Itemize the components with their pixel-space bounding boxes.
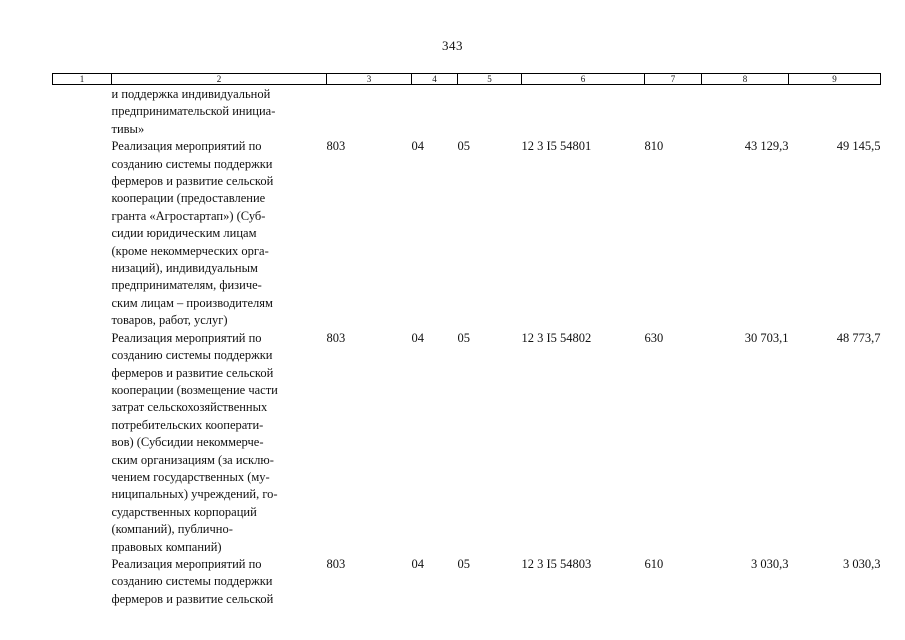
subsection-code-cell: 05 xyxy=(457,556,470,571)
row-number-cell xyxy=(53,138,112,329)
ministry-code-cell: 803 xyxy=(326,330,346,345)
amount-cell xyxy=(702,85,789,139)
column-number-5: 5 xyxy=(458,74,522,85)
column-number-header-row xyxy=(53,74,881,85)
subsection-code-cell: 05 xyxy=(457,139,470,154)
row-number-cell xyxy=(53,85,112,139)
subsection-code-cell xyxy=(458,85,522,139)
ministry-code-cell: 803 xyxy=(326,139,346,154)
target-article-cell: 12 3 I5 54801 xyxy=(521,139,592,154)
amount-cell: 43 129,3 xyxy=(744,139,789,154)
expense-type-cell: 610 xyxy=(644,556,664,571)
target-article-cell xyxy=(522,85,645,139)
section-code-cell: 04 xyxy=(411,330,424,345)
row-number-cell xyxy=(53,330,112,556)
ministry-code-cell xyxy=(327,85,412,139)
ministry-code-cell: 803 xyxy=(326,556,346,571)
column-number-1: 1 xyxy=(53,74,112,85)
table-row xyxy=(53,138,881,329)
expense-name-cell: Реализация мероприятий по созданию системы поддержки фермеров и развитие сельской xyxy=(111,556,274,606)
column-number-9: 9 xyxy=(789,74,881,85)
amount-cell: 49 145,5 xyxy=(836,139,881,154)
expense-name-cell: Реализация мероприятий по созданию системы поддержки фермеров и развитие сельской кооперации (предоставление гранта «Агростартап») (Суб- сидии юридическим лицам (кроме некоммерческих орга- низаций), индивидуальным предпринимателям, физиче- ским лицам – производителям товаров, работ, услуг) xyxy=(111,139,274,328)
budget-table xyxy=(52,73,881,608)
column-number-3: 3 xyxy=(327,74,412,85)
column-number-4: 4 xyxy=(412,74,458,85)
target-article-cell: 12 3 I5 54802 xyxy=(521,330,592,345)
amount-cell: 3 030,3 xyxy=(751,556,789,571)
row-number-cell xyxy=(53,556,112,608)
amount-cell xyxy=(789,85,881,139)
amount-cell: 3 030,3 xyxy=(843,556,881,571)
target-article-cell: 12 3 I5 54803 xyxy=(521,556,592,571)
column-number-2: 2 xyxy=(112,74,327,85)
amount-cell: 30 703,1 xyxy=(744,330,789,345)
section-code-cell: 04 xyxy=(411,139,424,154)
column-number-6: 6 xyxy=(522,74,645,85)
expense-type-cell xyxy=(645,85,702,139)
expense-type-cell: 810 xyxy=(644,139,664,154)
expense-name-cell: и поддержка индивидуальной предпринимательской инициа- тивы» xyxy=(111,87,276,136)
section-code-cell: 04 xyxy=(411,556,424,571)
amount-cell: 48 773,7 xyxy=(836,330,881,345)
expense-type-cell: 630 xyxy=(644,330,664,345)
subsection-code-cell: 05 xyxy=(457,330,470,345)
column-number-8: 8 xyxy=(702,74,789,85)
table-row xyxy=(53,556,881,608)
table-row xyxy=(53,85,881,139)
expense-name-cell: Реализация мероприятий по созданию системы поддержки фермеров и развитие сельской кооперации (возмещение части затрат сельскохозяйственных потребительских кооперати- вов) (Субсидии некоммерче- ским организациям (за исклю- чением государственных (му- ниципальных) учреждений, го- сударственных корпораций (компаний), публично- правовых компаний) xyxy=(111,330,278,554)
column-number-7: 7 xyxy=(645,74,702,85)
section-code-cell xyxy=(412,85,458,139)
table-row xyxy=(53,330,881,556)
page-number: 343 xyxy=(442,38,463,53)
